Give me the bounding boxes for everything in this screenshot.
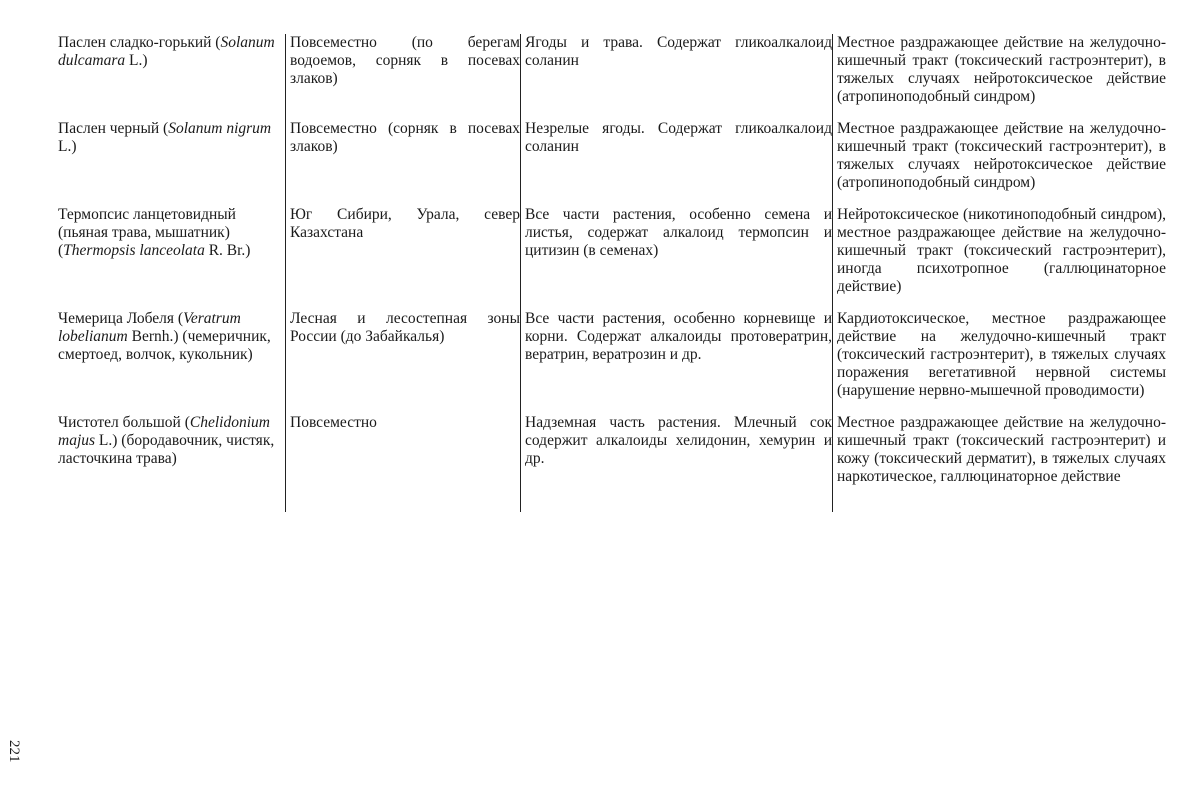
plant-name: Термопсис ланцетовидный (пьяная трава, мышатник) ( bbox=[58, 206, 236, 259]
table-cell-effect: Нейротоксическое (никотиноподобный синдром), местное раздражающее действие на желудочно-кишечный тракт (токсический гастроэнтерит), иногда психотропное (галлюцинаторное действие) bbox=[832, 206, 1166, 310]
table-cell-plant bbox=[58, 414, 285, 512]
table-cell-effect: Местное раздражающее действие на желудочно-кишечный тракт (токсический гастроэнтерит), в тяжелых случаях нейротоксическое действие (атропиноподобный синдром) bbox=[832, 34, 1166, 120]
table-cell-area: Повсеместно bbox=[285, 414, 520, 512]
table-cell-parts: Все части растения, особенно семена и листья, содержат алкалоид термопсин и цитизин (в семенах) bbox=[520, 206, 832, 310]
plant-name: Паслен черный ( bbox=[58, 120, 169, 137]
plant-name-suffix: Bernh.) (чемеричник, смертоед, волчок, кукольник) bbox=[58, 328, 271, 363]
plant-name: Чемерица Лобеля ( bbox=[58, 310, 184, 327]
plant-name-suffix: L.) bbox=[58, 138, 77, 155]
plant-name-suffix: R. Br.) bbox=[204, 242, 251, 259]
plant-latin-name: Solanum nigrum bbox=[168, 120, 272, 137]
table-cell-plant bbox=[58, 310, 285, 414]
table-cell-area: Юг Сибири, Урала, север Казахстана bbox=[285, 206, 520, 310]
plant-latin-name: Solanum dulcamara bbox=[58, 34, 275, 69]
table-cell-effect: Кардиотоксическое, местное раздражающее действие на желудочно-кишечный тракт (токсический гастроэнтерит), в тяжелых случаях поражения вегетативной нервной системы (нарушение нервно-мышечной проводимости) bbox=[832, 310, 1166, 414]
table-cell-plant bbox=[58, 206, 285, 310]
plant-name: Чистотел большой ( bbox=[58, 414, 190, 431]
table-cell-parts: Незрелые ягоды. Содержат гликоалкалоид соланин bbox=[520, 120, 832, 206]
table-cell-area: Повсеместно (сорняк в посевах злаков) bbox=[285, 120, 520, 206]
table-cell-effect: Местное раздражающее действие на желудочно-кишечный тракт (токсический гастроэнтерит), в тяжелых случаях нейротоксическое действие (атропиноподобный синдром) bbox=[832, 120, 1166, 206]
plants-table bbox=[58, 34, 1166, 512]
page-number: 221 bbox=[6, 740, 22, 763]
plant-name: Паслен сладко-горький ( bbox=[58, 34, 221, 51]
table-cell-parts: Ягоды и трава. Содержат гликоалкалоид соланин bbox=[520, 34, 832, 120]
plant-name-suffix: L.) bbox=[125, 52, 148, 69]
plant-latin-name: Veratrum lobelianum bbox=[58, 310, 241, 345]
plant-name-suffix: L.) (бородавочник, чистяк, ласточкина трава) bbox=[58, 432, 275, 467]
table-cell-effect: Местное раздражающее действие на желудочно-кишечный тракт (токсический гастроэнтерит) и кожу (токсический дерматит), в тяжелых случаях наркотическое, галлюцинаторное действие bbox=[832, 414, 1166, 512]
table-cell-parts: Надземная часть растения. Млечный сок содержит алкалоиды хелидонин, хемурин и др. bbox=[520, 414, 832, 512]
table-cell-area: Повсеместно (по берегам водоемов, сорняк в посевах злаков) bbox=[285, 34, 520, 120]
table-cell-area: Лесная и лесостепная зоны России (до Забайкалья) bbox=[285, 310, 520, 414]
table-cell-plant bbox=[58, 34, 285, 120]
table-cell-parts: Все части растения, особенно корневище и корни. Содержат алкалоиды протовератрин, вератрин, вератрозин и др. bbox=[520, 310, 832, 414]
plant-latin-name: Thermopsis lanceolata bbox=[63, 242, 205, 259]
table-cell-plant bbox=[58, 120, 285, 206]
plant-latin-name: Chelidonium majus bbox=[58, 414, 270, 449]
